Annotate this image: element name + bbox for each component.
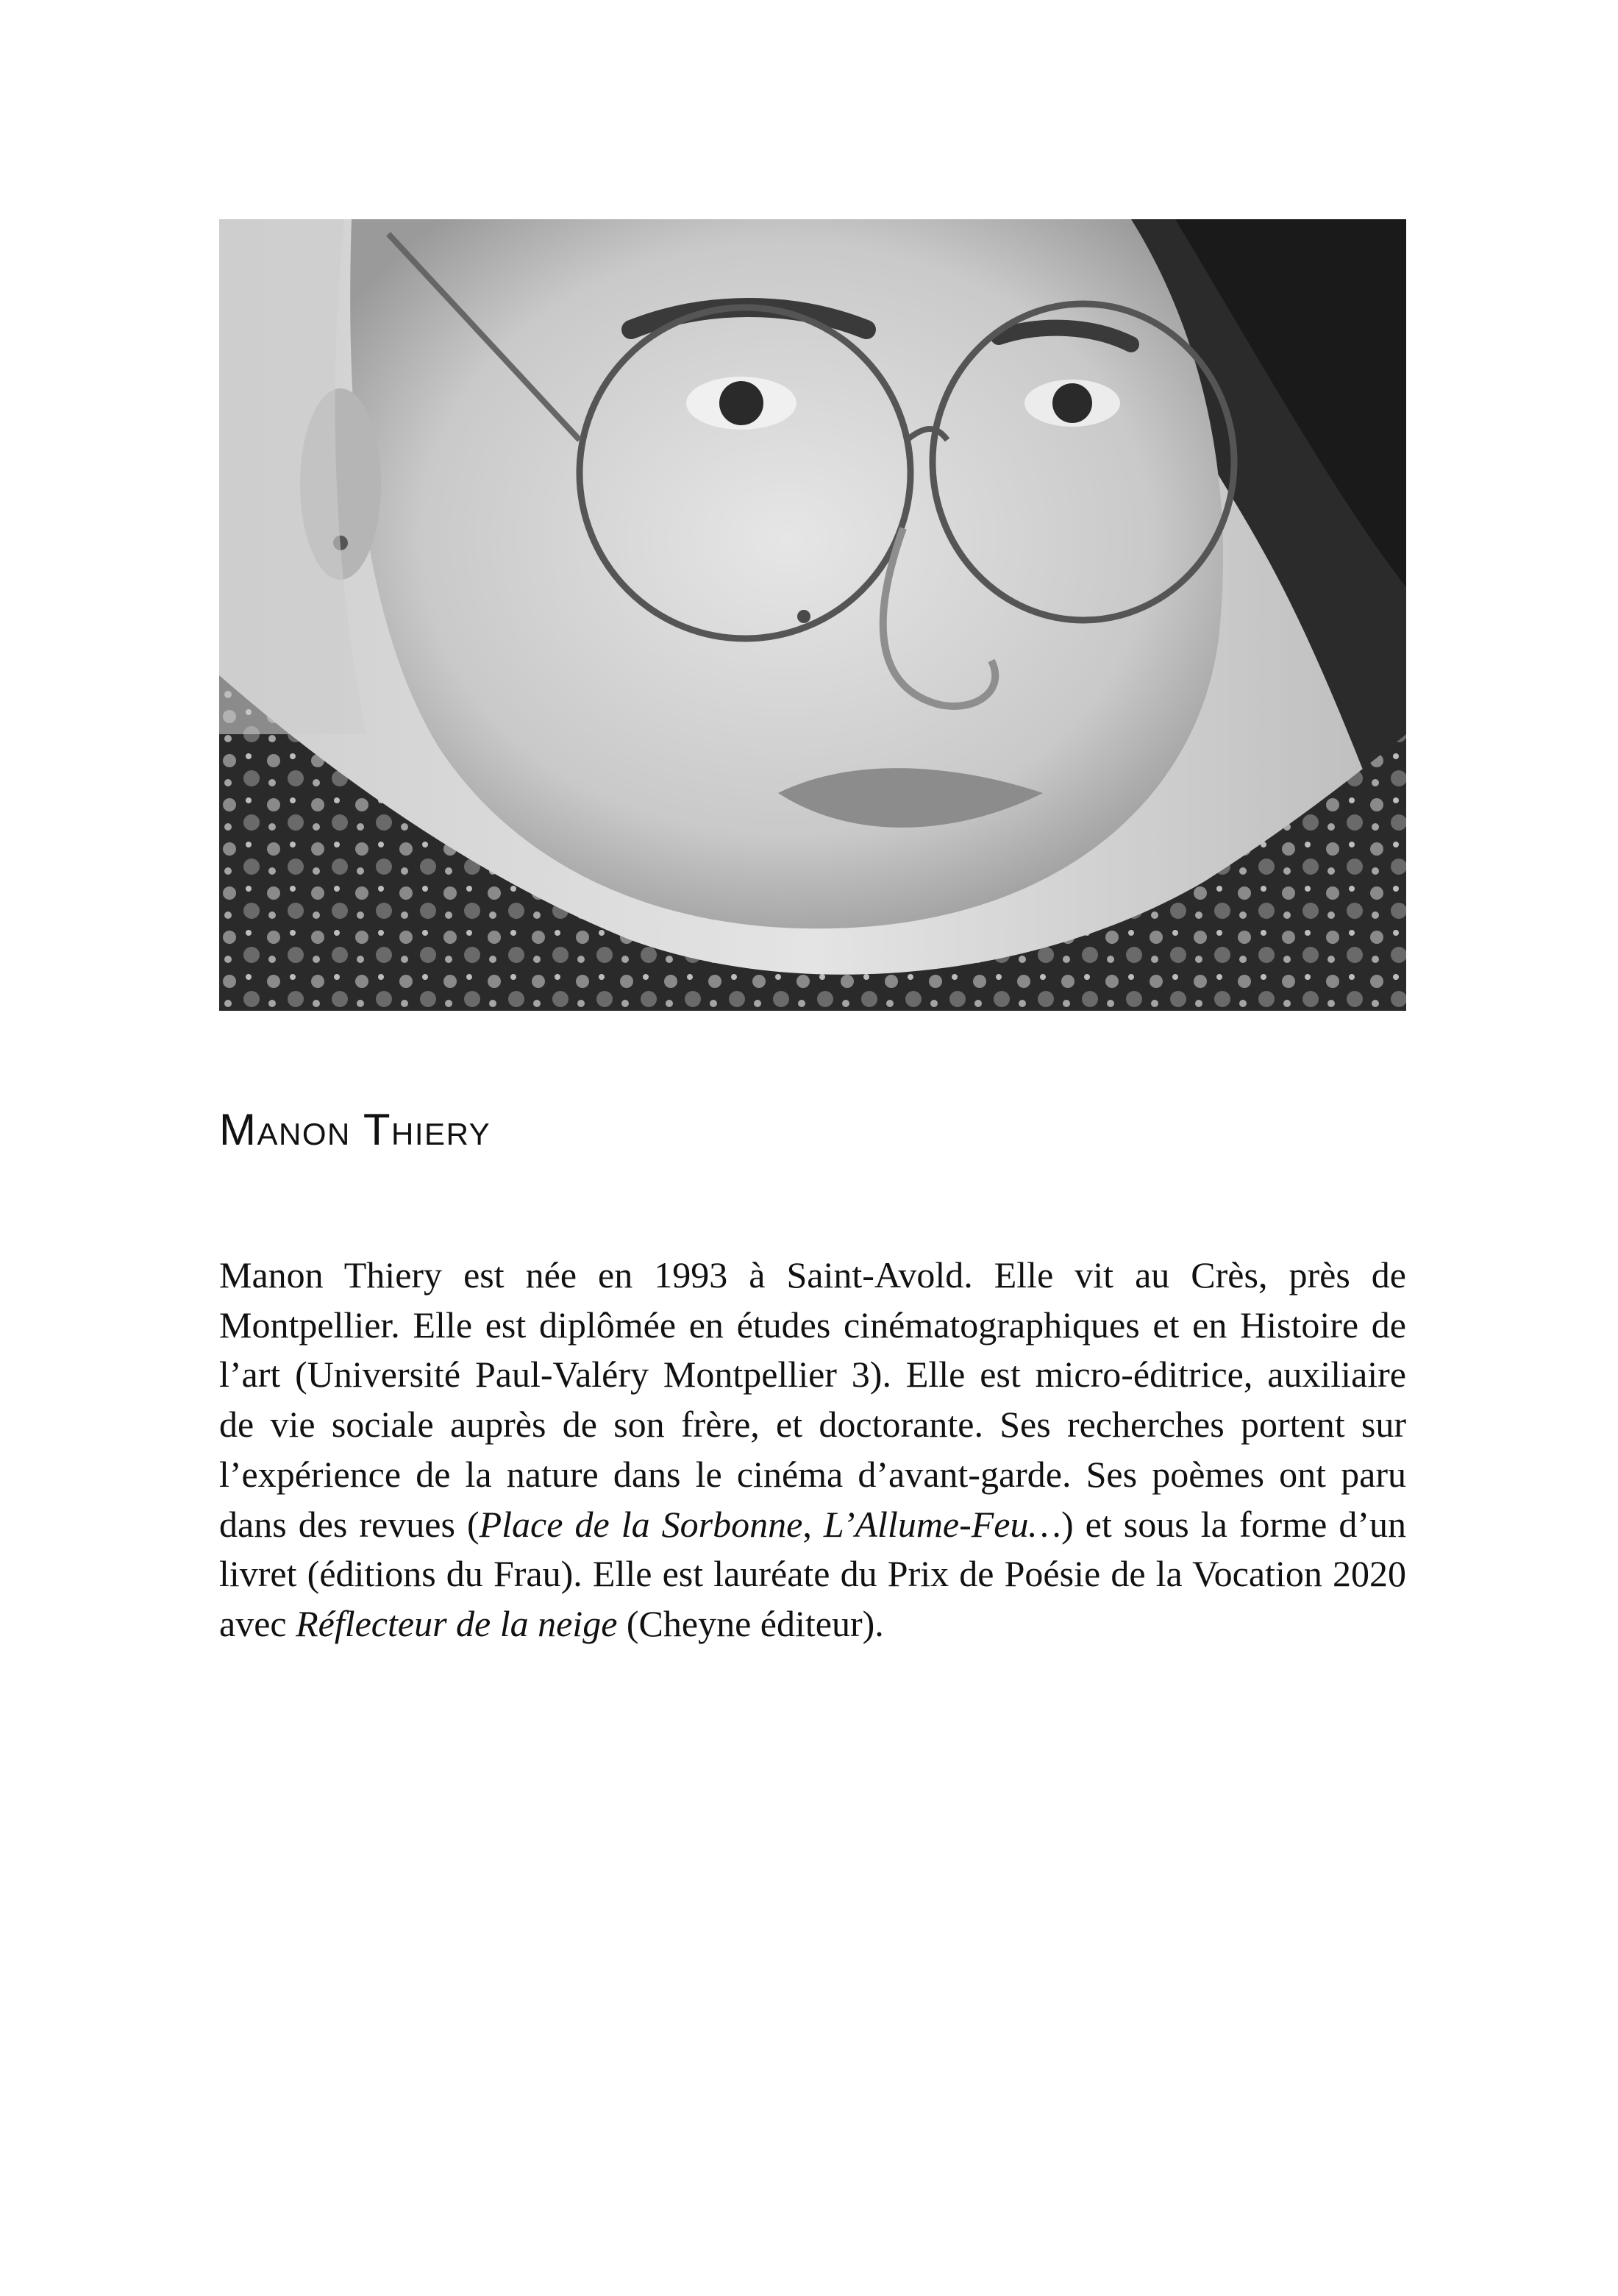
bio-text: (Cheyne éditeur). xyxy=(617,1602,884,1644)
bio-text: ) et sous la forme d’un livret (éditions du Frau). Elle est lauréate du Prix de Poésie de la Vocation 2020 avec xyxy=(219,1503,1406,1644)
author-biography xyxy=(219,1251,1406,1649)
bio-text: Manon Thiery est née en 1993 à Saint-Avold. Elle vit au Crès, près de Montpellier. Elle est diplômée en études cinématographiques et en Histoire de l’art (Université Paul-Valéry Montpellier 3). Elle est micro-éditrice, auxiliaire de vie sociale auprès de son frère, et doctorante. Ses recherches portent sur l’expérience de la nature dans le cinéma d’avant-garde. Ses poèmes ont paru dans des revues ( xyxy=(219,1254,1406,1545)
journal-title: L’Allume-Feu… xyxy=(823,1503,1061,1545)
bio-separator: , xyxy=(802,1503,824,1545)
author-name: Manon Thiery xyxy=(219,1105,491,1154)
journal-title: Place de la Sorbonne xyxy=(479,1503,803,1545)
book-title: Réflecteur de la neige xyxy=(296,1602,618,1644)
author-portrait-photo xyxy=(219,219,1406,1011)
